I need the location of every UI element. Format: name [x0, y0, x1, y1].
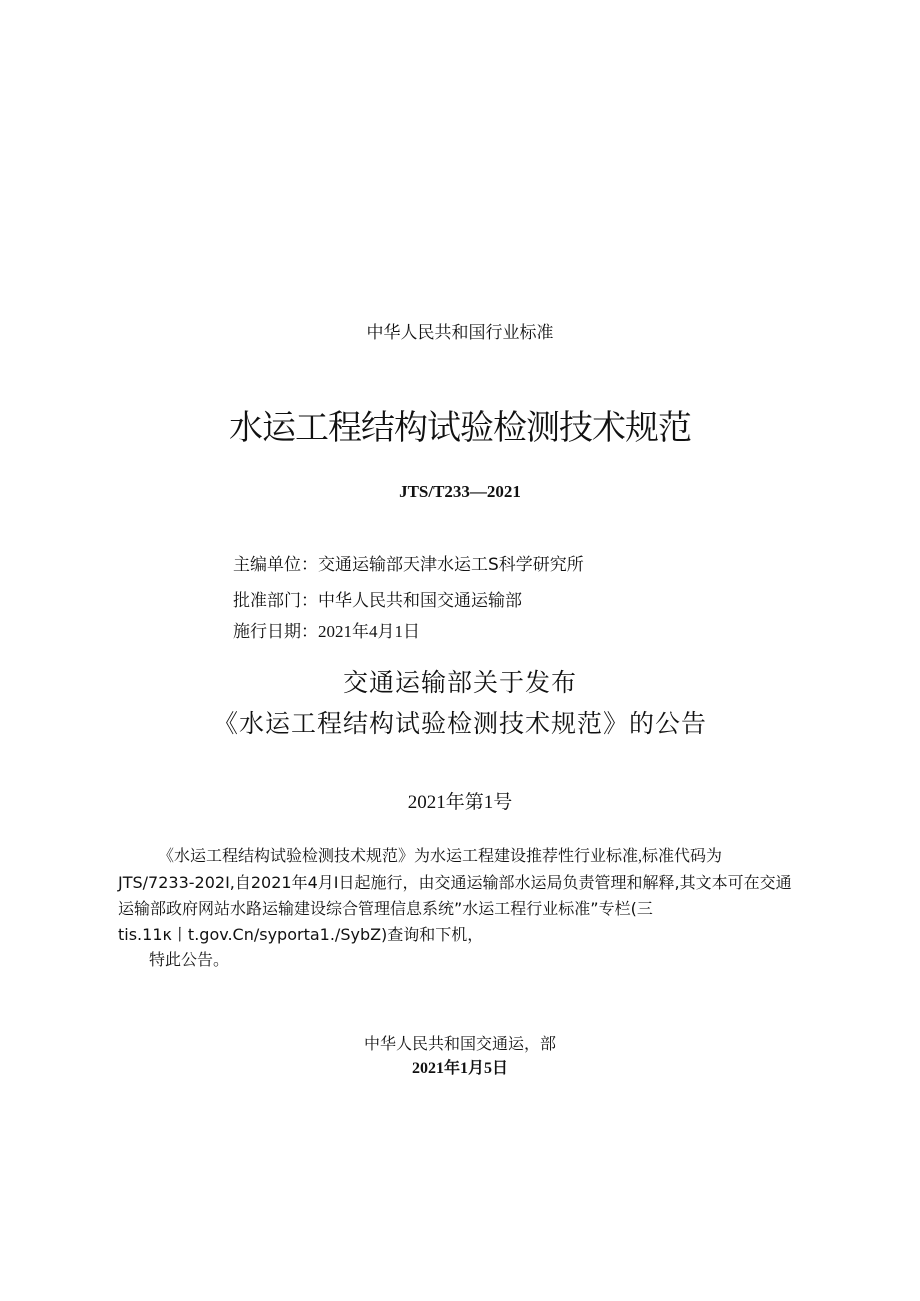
announcement-closing: 特此公告。 — [149, 950, 230, 969]
announcement-body-line: JTS/7233-202I,自2021年4月I日起施行，由交通运输部水运局负责管理和解释,其文本可在交通 — [118, 873, 792, 892]
standard-category: 中华人民共和国行业标准 — [366, 323, 554, 343]
announcement-title-line1: 交通运输部关于发布 — [342, 670, 577, 697]
effective-date: 施行日期：2021年4月1日 — [233, 622, 420, 641]
approval-department: 批准部门：中华人民共和国交通运输部 — [233, 591, 522, 611]
announcement-body-line: 运输部政府网站水路运输建设综合管理信息系统”水运工程行业标准”专栏(三 — [118, 899, 653, 918]
standard-code: JTS/T233—2021 — [399, 482, 521, 501]
announcement-number: 2021年第1号 — [407, 792, 513, 813]
announcement-body-line: 《水运工程结构试验检测技术规范》为水运工程建设推荐性行业标准,标准代码为 — [158, 848, 723, 865]
announcement-title-line2: 《水运工程结构试验检测技术规范》的公告 — [212, 711, 707, 738]
document-title: 水运工程结构试验检测技术规范 — [229, 408, 691, 448]
editor-unit: 主编单位：交通运输部天津水运工S科学研究所 — [233, 555, 584, 575]
announcement-body-line: tis.11κ丨t.gov.Cn/syporta1./SybZ)查询和下机， — [118, 925, 484, 944]
signature-date: 2021年1月5日 — [411, 1060, 508, 1077]
signature-organization: 中华人民共和国交通运，部 — [363, 1036, 556, 1053]
